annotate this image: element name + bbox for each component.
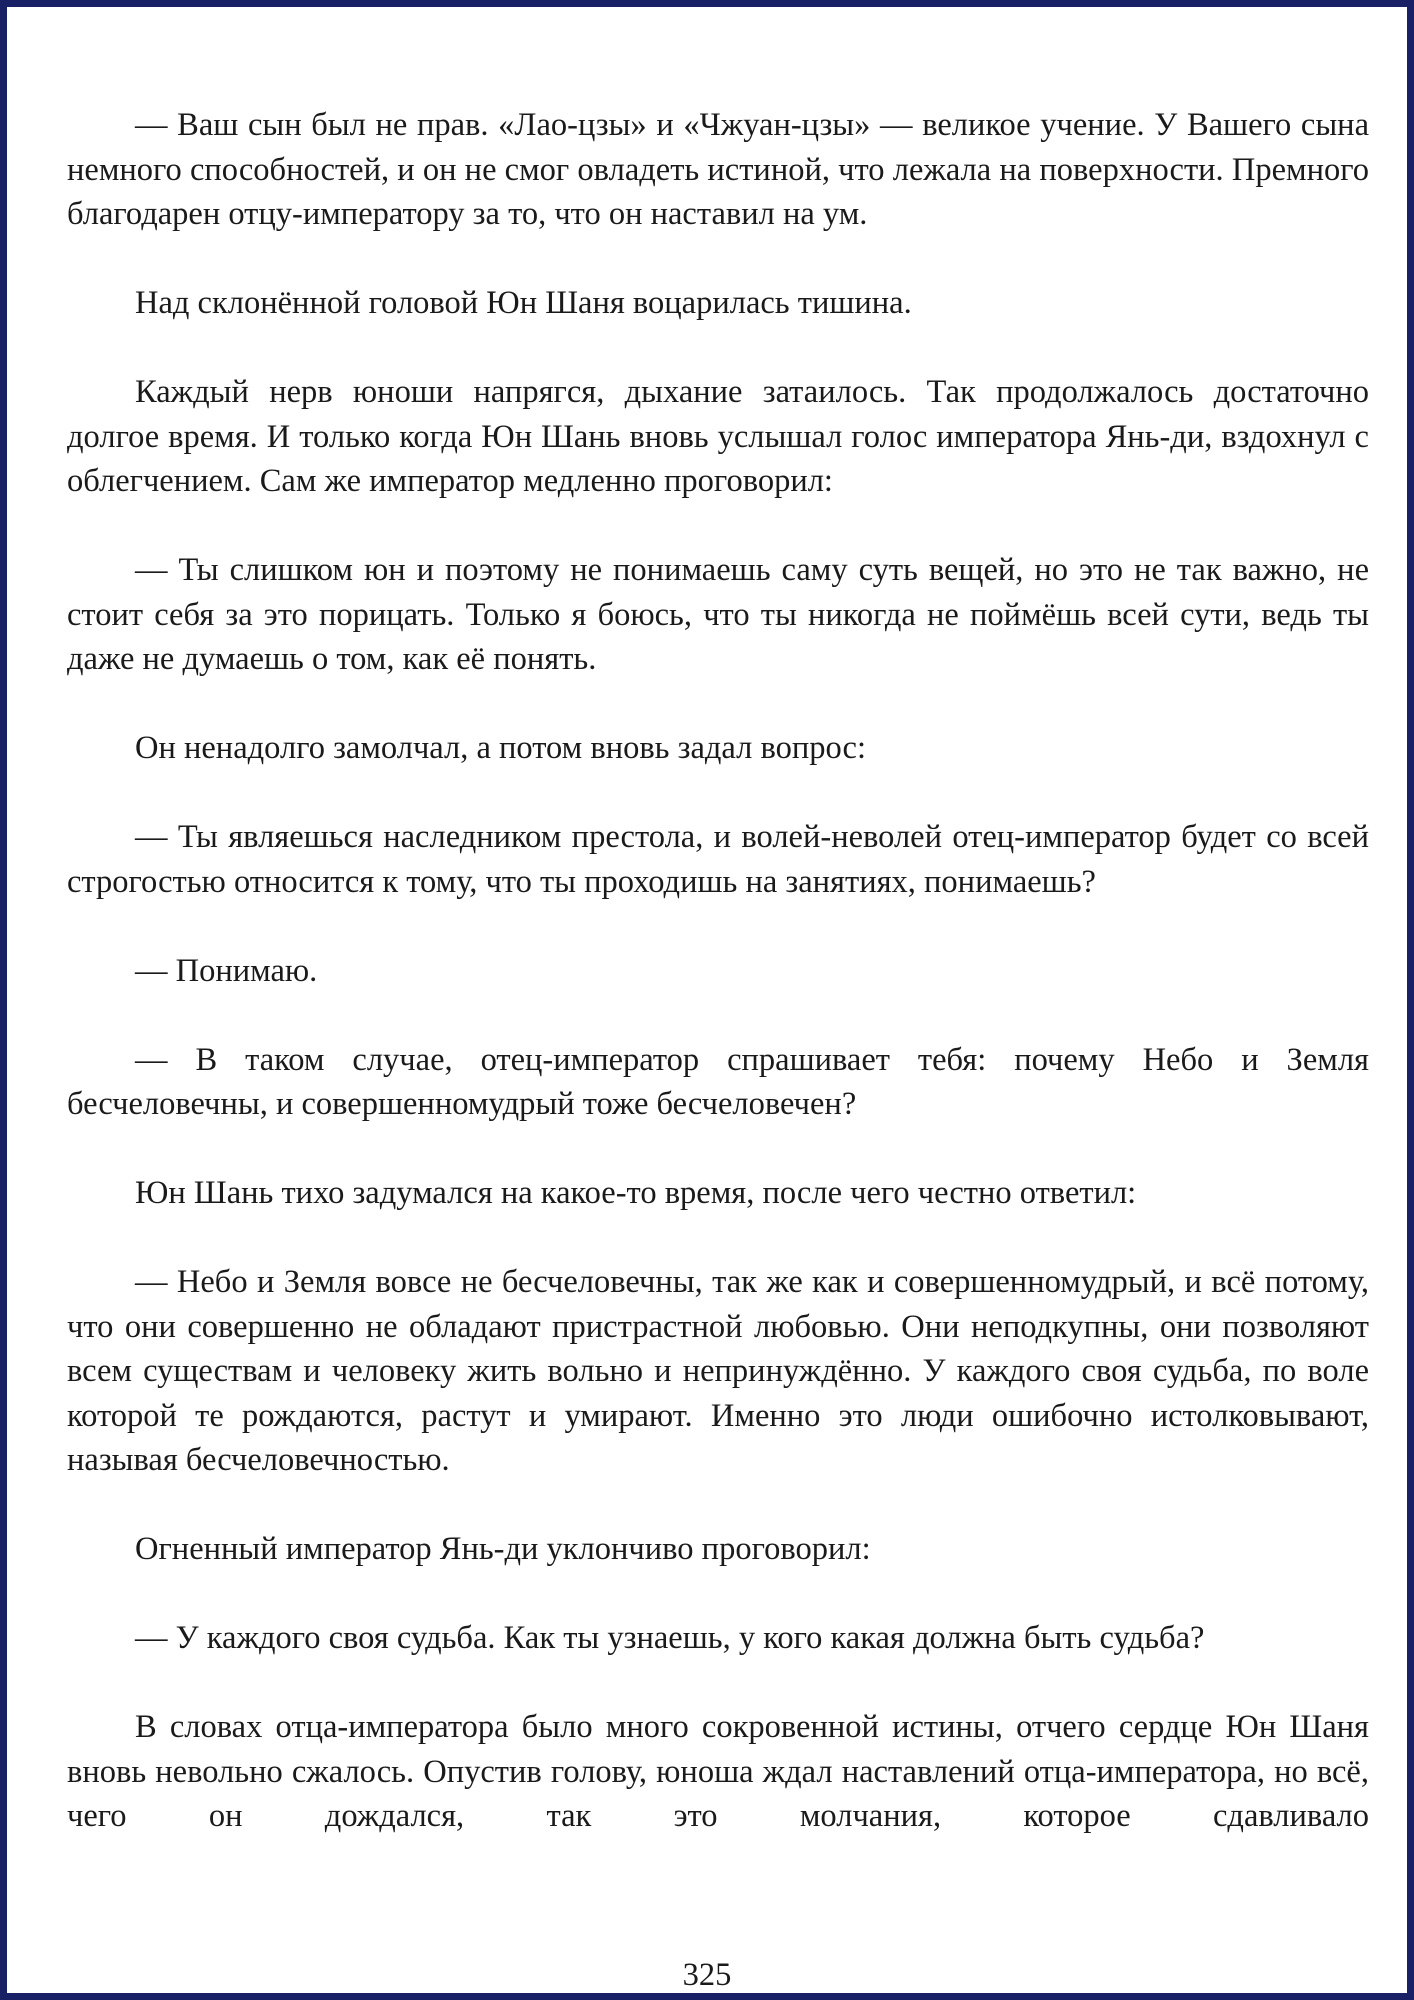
paragraph: — Ты слишком юн и поэтому не понимаешь саму суть вещей, но это не так важно, не стоит себя за это порицать. Только я боюсь, что ты никогда не поймёшь всей сути, ведь ты даже не думаешь о том, как её понять. (67, 552, 1369, 677)
paragraph: Над склонённой головой Юн Шаня воцарилась тишина. (135, 285, 912, 321)
paragraph: — У каждого своя судьба. Как ты узнаешь, у кого какая должна быть судьба? (135, 1620, 1205, 1656)
paragraph: Каждый нерв юноши напрягся, дыхание затаилось. Так продолжалось достаточно долгое время. И только когда Юн Шань вновь услышал голос императора Янь-ди, вздохнул с облегчением. Сам же император медленно проговорил: (67, 374, 1369, 499)
paragraph: — Небо и Земля вовсе не бесчеловечны, так же как и совершенномудрый, и всё потому, что они совершенно не обладают пристрастной любовью. Они неподкупны, они позволяют всем существам и человеку жить вольно и непринуждённо. У каждого своя судьба, по воле которой те рождаются, растут и умирают. Именно это люди ошибочно истолковывают, называя бесчеловечностью. (67, 1264, 1369, 1478)
paragraph: Он ненадолго замолчал, а потом вновь задал вопрос: (135, 730, 867, 766)
paragraph: — Понимаю. (135, 952, 318, 989)
paragraph: В словах отца-императора было много сокровенной истины, отчего сердце Юн Шаня вновь невольно сжалось. Опустив голову, юноша ждал наставлений отца-императора, но всё, чего он дождался, так это молчания, которое сдавливало (67, 1709, 1369, 1834)
paragraph: Огненный император Янь-ди уклончиво проговорил: (135, 1531, 871, 1567)
paragraph: — Ваш сын был не прав. «Лао-цзы» и «Чжуан-цзы» — великое учение. У Вашего сына немного способностей, и он не смог овладеть истиной, что лежала на поверхности. Премного благодарен отцу-императору за то, что он наставил на ум. (67, 107, 1369, 232)
paragraph: — Ты являешься наследником престола, и волей-неволей отец-император будет со всей строгостью относится к тому, что ты проходишь на занятиях, понимаешь? (67, 819, 1369, 900)
paragraph: — В таком случае, отец-император спрашивает тебя: почему Небо и Земля бесчеловечны, и совершенномудрый тоже бесчеловечен? (67, 1041, 1369, 1122)
paragraph: Юн Шань тихо задумался на какое-то время, после чего честно ответил: (135, 1175, 1137, 1211)
page-number: 325 (682, 1957, 732, 1993)
page-body (67, 103, 1369, 1839)
